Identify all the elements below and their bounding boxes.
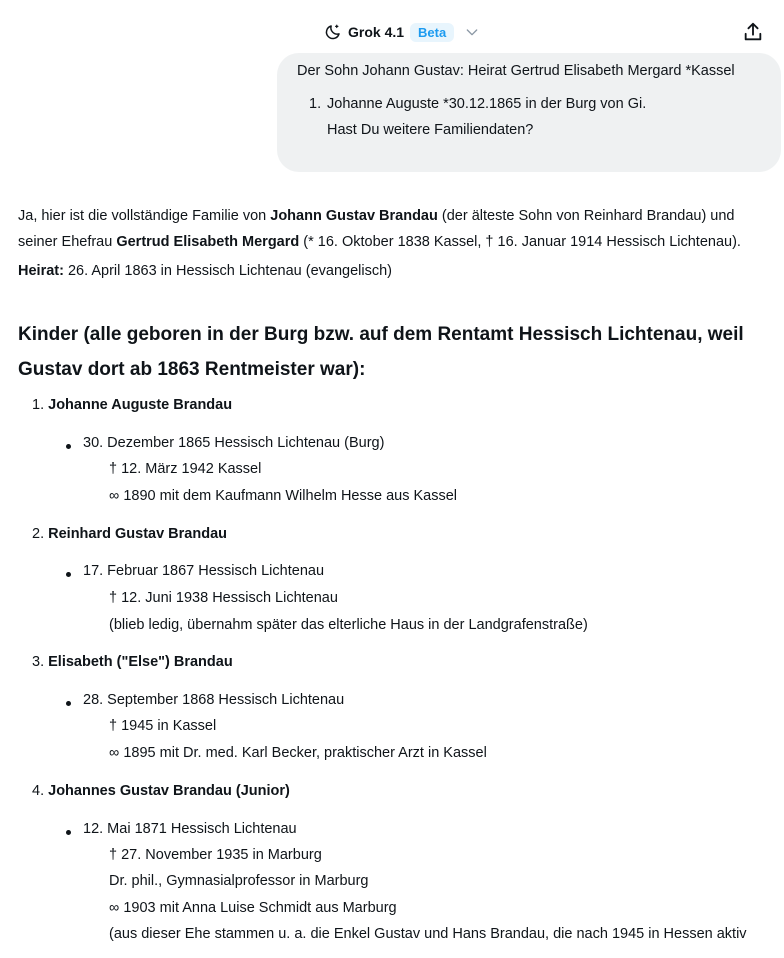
child-birth: 17. Februar 1867 Hessisch Lichtenau: [83, 563, 325, 579]
user-message-list-item: Johanne Auguste *30.12.1865 in der Burg von Gi.: [327, 96, 647, 112]
child-name: Elisabeth ("Else") Brandau: [48, 654, 233, 670]
bullet-dot: [66, 701, 71, 706]
intro-line-2: [18, 229, 780, 255]
child-item: [32, 526, 227, 542]
child-death: † 12. Juni 1938 Hessisch Lichtenau: [109, 590, 338, 606]
child-number: 4.: [32, 783, 45, 799]
child-note: (aus dieser Ehe stammen u. a. die Enkel Gustav und Hans Brandau, die nach 1945 in Hessen aktiv: [109, 926, 747, 942]
child-marriage: ∞ 1903 mit Anna Luise Schmidt aus Marburg: [109, 900, 397, 916]
child-number: 1.: [32, 397, 45, 413]
child-marriage: ∞ 1890 mit dem Kaufmann Wilhelm Hesse aus Kassel: [109, 488, 458, 504]
child-death: † 1945 in Kassel: [109, 718, 217, 734]
intro-text: seiner Ehefrau: [18, 234, 117, 250]
model-name: Grok 4.1: [348, 24, 405, 40]
child-name: Reinhard Gustav Brandau: [48, 526, 227, 542]
child-item: [32, 654, 233, 670]
bullet-dot: [66, 572, 71, 577]
assistant-intro: [18, 203, 780, 255]
child-item: [32, 397, 232, 413]
child-item: [32, 783, 290, 799]
child-birth: 28. September 1868 Hessisch Lichtenau: [83, 692, 345, 708]
beta-badge: Beta: [410, 23, 454, 42]
intro-text: (* 16. Oktober 1838 Kassel, † 16. Januar 1914 Hessisch Lichtenau).: [299, 234, 741, 250]
intro-text: Ja, hier ist die vollständige Familie von: [18, 208, 271, 224]
user-message-question: Hast Du weitere Familiendaten?: [327, 122, 534, 138]
child-marriage: ∞ 1895 mit Dr. med. Karl Becker, praktischer Arzt in Kassel: [109, 745, 487, 761]
child-number: 2.: [32, 526, 45, 542]
intro-text: (der älteste Sohn von Reinhard Brandau) und: [437, 208, 735, 224]
child-birth: 12. Mai 1871 Hessisch Lichtenau: [83, 821, 297, 837]
list-number: 1.: [309, 96, 322, 112]
intro-name-husband: Johann Gustav Brandau: [270, 208, 438, 224]
chevron-down-icon: [464, 24, 480, 40]
child-number: 3.: [32, 654, 45, 670]
share-button[interactable]: [742, 21, 764, 43]
marriage-value: 26. April 1863 in Hessisch Lichtenau (evangelisch): [63, 263, 392, 279]
children-heading: Kinder (alle geboren in der Burg bzw. auf dem Rentamt Hessisch Lichtenau, weil Gustav dort ab 1863 Rentmeister war):: [18, 324, 744, 380]
bullet-dot: [66, 444, 71, 449]
moon-icon: [324, 23, 342, 41]
bullet-dot: [66, 830, 71, 835]
model-selector[interactable]: [324, 20, 480, 44]
user-message-bubble: [277, 53, 781, 172]
child-birth: 30. Dezember 1865 Hessisch Lichtenau (Burg): [83, 435, 385, 451]
child-name: Johanne Auguste Brandau: [48, 397, 233, 413]
intro-name-wife: Gertrud Elisabeth Mergard: [116, 234, 300, 250]
child-note: (blieb ledig, übernahm später das elterliche Haus in der Landgrafenstraße): [109, 617, 588, 633]
intro-line-1: [18, 203, 780, 229]
child-name: Johannes Gustav Brandau (Junior): [48, 783, 290, 799]
child-death: † 27. November 1935 in Marburg: [109, 847, 322, 863]
marriage-label: Heirat:: [18, 263, 64, 279]
marriage-line: [18, 263, 392, 279]
user-message-line: Der Sohn Johann Gustav: Heirat Gertrud Elisabeth Mergard *Kassel: [297, 63, 735, 79]
share-icon: [742, 21, 764, 43]
child-death: † 12. März 1942 Kassel: [109, 461, 262, 477]
child-profession: Dr. phil., Gymnasialprofessor in Marburg: [109, 873, 369, 889]
